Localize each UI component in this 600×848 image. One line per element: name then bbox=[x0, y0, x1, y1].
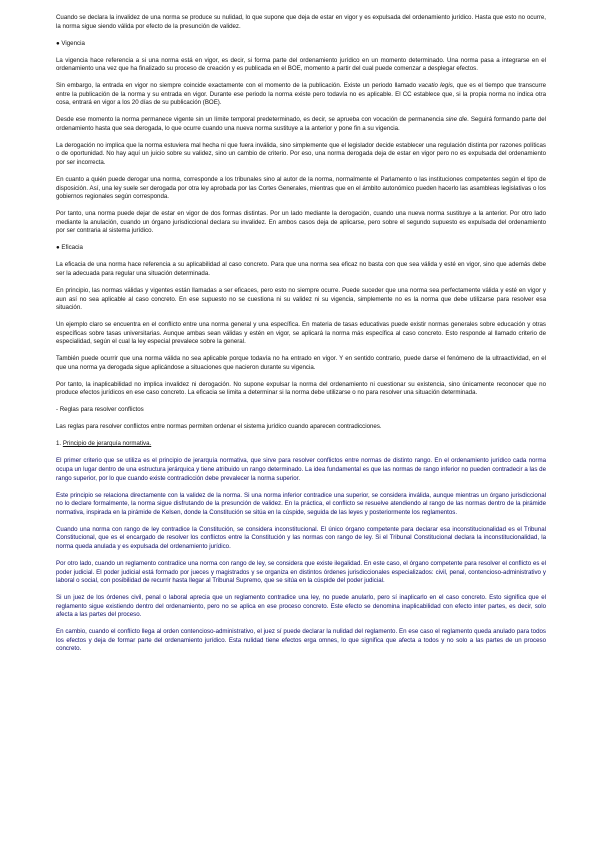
paragraph-vigencia-2 bbox=[56, 82, 546, 108]
paragraph-eficacia-4: También puede ocurrir que una norma válida no sea aplicable porque todavía no ha entrado en vigor. Y en sentido contrario, puede darse el fenómeno de la ultraactividad, en el que una norma ya derogada sigue aplicándose a situaciones que nacieron durante su vigencia. bbox=[56, 355, 546, 371]
heading-jerarquia bbox=[56, 440, 546, 449]
text-segment: . Seguirá formando parte del ordenamiento hasta que sea derogada, lo que ocurre cuando una nueva norma sustituye a la anterior y pone fin a su vigencia. bbox=[56, 116, 546, 132]
paragraph-vigencia-1: La vigencia hace referencia a si una norma está en vigor, es decir, si forma parte del ordenamiento jurídico en un momento determinado. Una norma pasa a integrarse en el ordenamiento una vez que ha finalizado su proceso de creación y es publicada en el BOE, momento a partir del cual puede comenzar a desplegar efectos. bbox=[56, 56, 546, 73]
text-segment: Sin embargo, la entrada en vigor no siempre coincide exactamente con el momento de la publicación. Existe un periodo llamado bbox=[56, 82, 419, 90]
paragraph-jerarquia-5: Si un juez de los órdenes civil, penal o laboral aprecia que un reglamento contradice una ley, no puede anularlo, pero sí inaplicarlo en el caso concreto. Esto significa que el reglamento sigue existiendo dentro del ordenamiento, pero no se aplica en ese proceso concreto. Este efecto se denomina inaplicabilidad con efecto inter partes, es decir, solo afecta a las partes del proceso. bbox=[56, 594, 546, 619]
italic-term: vacatio legis bbox=[418, 82, 453, 90]
italic-term: sine die bbox=[445, 116, 468, 124]
paragraph-jerarquia-2: Este principio se relaciona directamente con la validez de la norma. Si una norma inferior contradice una superior, se considera inválida, aunque mientras un órgano jurisdiccional no lo declare formalmente, la norma sigue disfrutando de la presunción de validez. En la práctica, el conflicto se resuelve atendiendo al rango de las normas dentro de la pirámide normativa, inspirada en la pirámide de Kelsen, donde la Constitución se sitúa en la cúspide, seguida de las leyes y posteriormente los reglamentos. bbox=[56, 491, 546, 516]
paragraph-intro: Cuando se declara la invalidez de una norma se produce su nulidad, lo que supone que deja de estar en vigor y es expulsada del ordenamiento jurídico. Hasta que esto no ocurre, la norma sigue siendo válida por efecto de la presunción de validez. bbox=[56, 14, 546, 30]
paragraph-eficacia-3: Un ejemplo claro se encuentra en el conflicto entre una norma general y una específica. En materia de tasas educativas puede existir normas generales sobre educación y otras específicas sobre tasas universitarias. Aunque ambas sean válidas y estén en vigor, se aplicará la norma más específica al caso concreto. Esto responde al llamado criterio de especialidad, según el cual la ley especial prevalece sobre la general. bbox=[56, 321, 546, 346]
paragraph-vigencia-5: En cuanto a quién puede derogar una norma, corresponde a los tribunales sino al autor de la norma, normalmente el Parlamento o las instituciones competentes según el tipo de disposición. Así, una ley suele ser derogada por otra ley aprobada por las Cortes Generales, mientras que en el ámbito autonómico pueden hacerlo las asambleas legislativas o los gobiernos regionales según corresponda. bbox=[56, 176, 546, 201]
paragraph-jerarquia-4: Por otro lado, cuando un reglamento contradice una norma con rango de ley, se considera que existe ilegalidad. En este caso, el órgano competente para resolver el conflicto es el poder judicial. El poder judicial está formado por jueces y magistrados y se organiza en distintos órdenes jurisdiccionales especializados: civil, penal, contencioso-administrativo y laboral o social, con posibilidad de recurrir hasta llegar al Tribunal Supremo, que se sitúa en la cúspide del poder judicial. bbox=[56, 559, 546, 585]
text-segment: , que es el tiempo que transcurre entre la publicación de la norma y su entrada en vigor. Durante ese periodo la norma existe pero todavía no es aplicable. El CC establece que, si la propia norma no indica otra cosa, entrará en vigor a los 20 días de su publicación (BOE). bbox=[56, 82, 547, 107]
paragraph-eficacia-1: La eficacia de una norma hace referencia a su aplicabilidad al caso concreto. Para que una norma sea eficaz no basta con que sea válida y esté en vigor, sino que además debe ser la adecuada para regular una situación determinada. bbox=[56, 261, 546, 277]
paragraph-jerarquia-1: El primer criterio que se utiliza es el principio de jerarquía normativa, que sirve para resolver conflictos entre normas de distinto rango. En el ordenamiento jurídico cada norma ocupa un lugar dentro de una estructura jerárquica y tiene atribuido un rango determinado. La idea fundamental es que las normas de rango inferior no pueden contradecir a las de rango superior, por lo que cuando existe contradicción debe prevalecer la norma superior. bbox=[56, 457, 546, 482]
document-page bbox=[56, 14, 546, 662]
heading-reglas: - Reglas para resolver conflictos bbox=[56, 406, 144, 414]
heading-number: 1. bbox=[56, 440, 63, 448]
heading-eficacia: ● Eficacia bbox=[56, 244, 83, 252]
heading-jerarquia-title: Principio de jerarquía normativa. bbox=[62, 440, 152, 448]
paragraph-reglas: Las reglas para resolver conflictos entre normas permiten ordenar el sistema jurídico cuando aparecen contradicciones. bbox=[56, 423, 382, 431]
paragraph-jerarquia-6: En cambio, cuando el conflicto llega al orden contencioso-administrativo, el juez sí puede declarar la nulidad del reglamento. En ese caso el reglamento queda anulado para todos los efectos y deja de formar parte del ordenamiento jurídico. Esta nulidad tiene efectos erga omnes, lo que significa que afecta a todos y no solo a las partes de un proceso concreto. bbox=[56, 628, 546, 653]
paragraph-eficacia-2: En principio, las normas válidas y vigentes están llamadas a ser eficaces, pero esto no siempre ocurre. Puede suceder que una norma sea perfectamente válida y esté en vigor y aun así no sea aplicable al caso concreto. En ese supuesto no se cuestiona ni su validez ni su vigencia, simplemente no es la norma que debe utilizarse para resolver esa situación. bbox=[56, 286, 546, 312]
paragraph-vigencia-6: Por tanto, una norma puede dejar de estar en vigor de dos formas distintas. Por un lado mediante la derogación, cuando una nueva norma sustituye a la anterior. Por otro lado mediante la anulación, cuando un órgano jurisdiccional declara su invalidez. En ambos casos deja de aplicarse, pero sobre el segundo supuesto es expulsada del ordenamiento por ser contraria al sistema jurídico. bbox=[56, 210, 546, 235]
heading-vigencia: ● Vigencia bbox=[56, 39, 85, 47]
paragraph-jerarquia-3: Cuando una norma con rango de ley contradice la Constitución, se considera inconstitucional. El único órgano competente para declarar esa inconstitucionalidad es el Tribunal Constitucional, que es el encargado de resolver los conflictos entre la Constitución y las normas con rango de ley. Si el Tribunal Constitucional declara la inconstitucionalidad, la norma queda anulada y es expulsada del ordenamiento jurídico. bbox=[56, 525, 546, 550]
paragraph-eficacia-5: Por tanto, la inaplicabilidad no implica invalidez ni derogación. No supone expulsar la norma del ordenamiento ni cuestionar su existencia, sino únicamente reconocer que no produce efectos jurídicos en ese caso concreto. La eficacia se limita a determinar si la norma debe utilizarse o no para resolver una situación determinada. bbox=[56, 380, 546, 397]
text-segment: Desde ese momento la norma permanece vigente sin un límite temporal predeterminado, es decir, se aprueba con vocación de permanencia bbox=[56, 116, 446, 124]
paragraph-vigencia-3 bbox=[56, 116, 546, 133]
paragraph-vigencia-4: La derogación no implica que la norma estuviera mal hecha ni que fuera inválida, sino simplemente que el legislador decide establecer una regulación distinta por razones políticas o de oportunidad. No hay aquí un juicio sobre su validez, sino un cambio de criterio. Por eso, una norma derogada deja de estar en vigor pero no es expulsada del ordenamiento por ser incorrecta. bbox=[56, 141, 546, 167]
